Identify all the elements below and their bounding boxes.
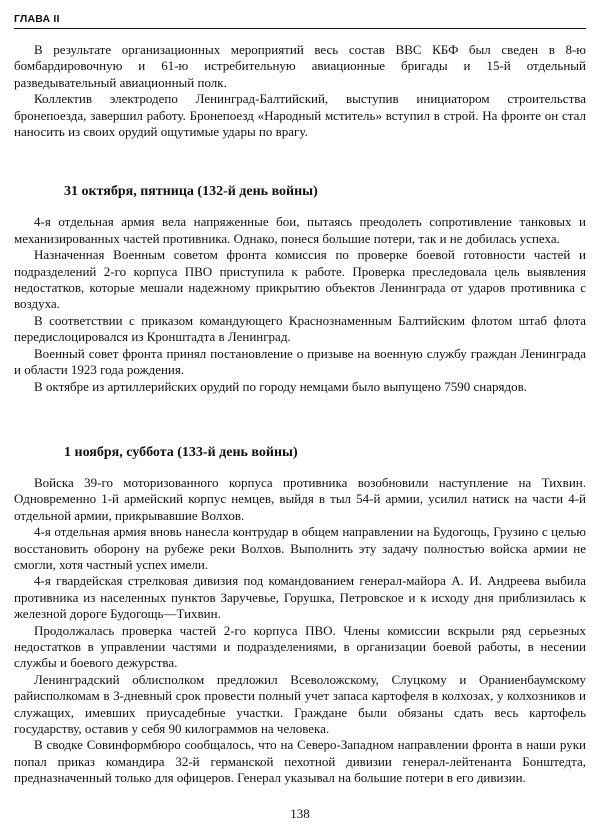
section-spacer — [14, 140, 586, 183]
paragraph: В октябре из артиллерийских орудий по городу немцами было выпущено 7590 снарядов. — [34, 378, 527, 394]
paragraph: Продолжалась проверка частей 2-го корпуса ПВО. Члены комиссии вскрыли ряд серьезных недостатков в управлении частями и подразделениями, в организации боевой работы, в несении службы и боевого дежурства. — [14, 622, 586, 671]
paragraph: Коллектив электродепо Ленинград-Балтийский, выступив инициатором строительства бронепоезда, завершил работу. Бронепоезд «Народный мститель» вступил в строй. На фронте он стал наносить из своих орудий ощутимые удары по врагу. — [14, 91, 586, 140]
running-header — [14, 10, 586, 29]
paragraph: В соответствии с приказом командующего Краснознаменным Балтийским флотом штаб флота передислоцировался из Кронштадта в Ленинград. — [14, 312, 586, 345]
paragraph: 4-я отдельная армия вела напряженные бои, пытаясь преодолеть сопротивление танковых и механизированных частей противника. Однако, понеся большие потери, так и не добилась успеха. — [14, 214, 586, 246]
paragraph: 4-я отдельная армия вновь нанесла контрудар в общем направлении на Будогощь, Грузино с целью восстановить оборону на рубеже реки Волхов. Выполнить эту задачу полностью войска армии не смогли, хотя частный успех имели. — [14, 524, 586, 572]
chapter-label: ГЛАВА II — [14, 13, 60, 25]
paragraph: Ленинградский облисполком предложил Всеволожскому, Слуцкому и Ораниенбаумскому райисполкомам в 3-дневный срок провести полный учет запаса картофеля в колхозах, у колхозников и служащих, имевших приусадебные участки. Граждане были обязаны сдать весь картофель государству, оставив у себя 90 килограммов на человека. — [14, 671, 586, 736]
paragraph: Назначенная Военным советом фронта комиссия по проверке боевой готовности частей и подразделений 2-го корпуса ПВО приступила к работе. Проверка преследовала цель выявления недостатков, которые мешали надежному прикрытию объектов Ленинграда от ударов противника с воздуха. — [14, 247, 586, 312]
section-spacer — [14, 462, 586, 475]
paragraph: Военный совет фронта принял постановление о призыве на военную службу граждан Ленинграда и области 1923 года рождения. — [14, 345, 586, 378]
section-spacer — [14, 395, 586, 444]
paragraph: Войска 39-го моторизованного корпуса противника возобновили наступление на Тихвин. Одновременно 1-й армейский корпус немцев, выйдя в тыл 54-й армии, усилил натиск на части 4-й отдельной армии, прикрывавшие Волхов. — [14, 474, 586, 523]
page-number: 138 — [290, 806, 310, 821]
section-heading-oct-31: 31 октября, пятница (132-й день войны) — [64, 184, 318, 200]
section-spacer — [14, 201, 586, 214]
section-heading-nov-1: 1 ноября, суббота (133-й день войны) — [64, 444, 298, 460]
paragraph: В сводке Совинформбюро сообщалось, что на Северо-Западном направлении фронта в наши руки попал приказ командира 32-й германской пехотной дивизии генерал-лейтенанта Бонштедта, предназначенный только для офицеров. Генерал указывал на большие потери в его дивизии. — [14, 737, 586, 786]
paragraph: В результате организационных мероприятий весь состав ВВС КБФ был сведен в 8-ю бомбардировочную и 61-ю истребительную авиационные бригады и 15-й отдельный разведывательный авиационный полк. — [14, 42, 586, 90]
paragraph: 4-я гвардейская стрелковая дивизия под командованием генерал-майора А. И. Андреева выбила противника из населенных пунктов Заручевье, Горушка, Петровское и к исходу дня приблизилась к железной дороге Будогощь—Тихвин. — [14, 573, 586, 622]
page-body — [14, 42, 586, 787]
